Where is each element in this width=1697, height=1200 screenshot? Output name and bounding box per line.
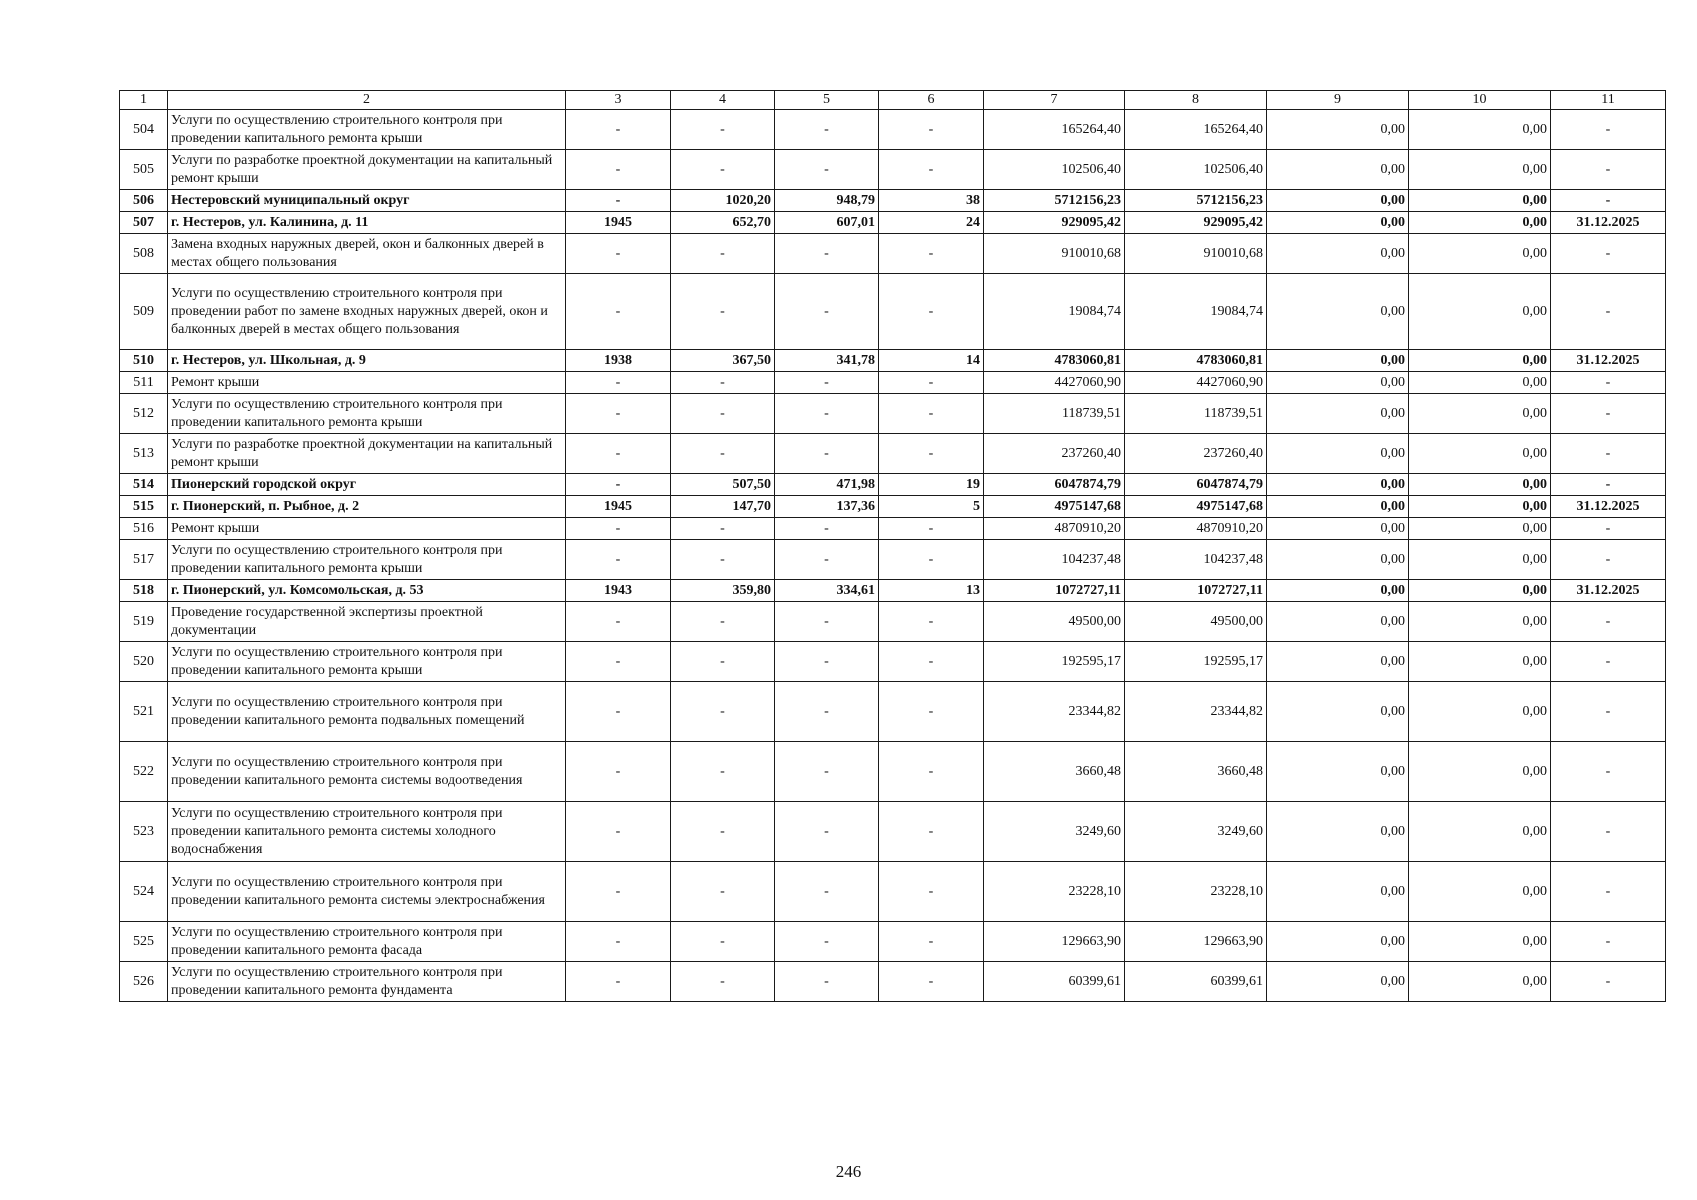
other-cost-cell: 0,00: [1409, 434, 1551, 474]
row-number-cell: 504: [120, 110, 168, 150]
column-number: 2: [168, 91, 566, 110]
fund-cost-cell: 192595,17: [1125, 642, 1267, 682]
budget-cost-cell: 0,00: [1267, 862, 1409, 922]
living-area-cell: -: [775, 962, 879, 1002]
fund-cost-cell: 237260,40: [1125, 434, 1267, 474]
fund-cost-cell: 4427060,90: [1125, 372, 1267, 394]
other-cost-cell: 0,00: [1409, 150, 1551, 190]
total-cost-cell: 910010,68: [984, 234, 1125, 274]
total-cost-cell: 192595,17: [984, 642, 1125, 682]
deadline-cell: 31.12.2025: [1551, 580, 1666, 602]
row-number-cell: 510: [120, 350, 168, 372]
row-number-cell: 521: [120, 682, 168, 742]
other-cost-cell: 0,00: [1409, 602, 1551, 642]
total-cost-cell: 1072727,11: [984, 580, 1125, 602]
fund-cost-cell: 4975147,68: [1125, 496, 1267, 518]
work-name-cell: Услуги по осуществлению строительного контроля при проведении капитального ремонта фасада: [168, 922, 566, 962]
total-area-cell: -: [671, 602, 775, 642]
other-cost-cell: 0,00: [1409, 190, 1551, 212]
year-cell: -: [566, 274, 671, 350]
living-area-cell: -: [775, 150, 879, 190]
work-name-cell: г. Пионерский, п. Рыбное, д. 2: [168, 496, 566, 518]
column-number: 6: [879, 91, 984, 110]
other-cost-cell: 0,00: [1409, 682, 1551, 742]
table-row: [120, 682, 1666, 742]
budget-cost-cell: 0,00: [1267, 496, 1409, 518]
living-area-cell: 334,61: [775, 580, 879, 602]
year-cell: -: [566, 682, 671, 742]
fund-cost-cell: 3249,60: [1125, 802, 1267, 862]
year-cell: -: [566, 110, 671, 150]
work-name-cell: Услуги по осуществлению строительного контроля при проведении капитального ремонта крыши: [168, 540, 566, 580]
registry-sheet: [119, 90, 1665, 1002]
column-number: 11: [1551, 91, 1666, 110]
budget-cost-cell: 0,00: [1267, 642, 1409, 682]
other-cost-cell: 0,00: [1409, 580, 1551, 602]
total-cost-cell: 4783060,81: [984, 350, 1125, 372]
table-row: [120, 742, 1666, 802]
total-area-cell: -: [671, 922, 775, 962]
deadline-cell: -: [1551, 110, 1666, 150]
living-area-cell: -: [775, 372, 879, 394]
table-row: [120, 150, 1666, 190]
deadline-cell: -: [1551, 922, 1666, 962]
living-area-cell: -: [775, 274, 879, 350]
table-row: [120, 862, 1666, 922]
table-row: [120, 190, 1666, 212]
row-number-cell: 505: [120, 150, 168, 190]
row-number-cell: 515: [120, 496, 168, 518]
total-area-cell: -: [671, 518, 775, 540]
total-area-cell: -: [671, 234, 775, 274]
living-area-cell: -: [775, 802, 879, 862]
fund-cost-cell: 49500,00: [1125, 602, 1267, 642]
registry-table: [119, 90, 1666, 1002]
year-cell: 1945: [566, 496, 671, 518]
budget-cost-cell: 0,00: [1267, 372, 1409, 394]
fund-cost-cell: 165264,40: [1125, 110, 1267, 150]
total-area-cell: -: [671, 802, 775, 862]
page-number: 246: [835, 1162, 862, 1181]
residents-cell: -: [879, 742, 984, 802]
budget-cost-cell: 0,00: [1267, 742, 1409, 802]
year-cell: -: [566, 394, 671, 434]
row-number-cell: 517: [120, 540, 168, 580]
budget-cost-cell: 0,00: [1267, 540, 1409, 580]
living-area-cell: -: [775, 434, 879, 474]
year-cell: -: [566, 642, 671, 682]
fund-cost-cell: 929095,42: [1125, 212, 1267, 234]
work-name-cell: г. Пионерский, ул. Комсомольская, д. 53: [168, 580, 566, 602]
living-area-cell: -: [775, 234, 879, 274]
table-row: [120, 642, 1666, 682]
deadline-cell: -: [1551, 190, 1666, 212]
residents-cell: -: [879, 234, 984, 274]
row-number-cell: 511: [120, 372, 168, 394]
total-cost-cell: 6047874,79: [984, 474, 1125, 496]
work-name-cell: Замена входных наружных дверей, окон и балконных дверей в местах общего пользования: [168, 234, 566, 274]
work-name-cell: Услуги по осуществлению строительного контроля при проведении капитального ремонта крыши: [168, 394, 566, 434]
deadline-cell: -: [1551, 394, 1666, 434]
table-body: [120, 91, 1666, 1002]
row-number-cell: 513: [120, 434, 168, 474]
row-number-cell: 519: [120, 602, 168, 642]
table-row: [120, 110, 1666, 150]
living-area-cell: -: [775, 742, 879, 802]
total-area-cell: -: [671, 742, 775, 802]
fund-cost-cell: 6047874,79: [1125, 474, 1267, 496]
year-cell: -: [566, 602, 671, 642]
year-cell: -: [566, 234, 671, 274]
deadline-cell: -: [1551, 540, 1666, 580]
residents-cell: -: [879, 372, 984, 394]
total-cost-cell: 49500,00: [984, 602, 1125, 642]
living-area-cell: -: [775, 602, 879, 642]
residents-cell: 24: [879, 212, 984, 234]
table-row: [120, 274, 1666, 350]
year-cell: -: [566, 434, 671, 474]
fund-cost-cell: 60399,61: [1125, 962, 1267, 1002]
fund-cost-cell: 910010,68: [1125, 234, 1267, 274]
total-area-cell: -: [671, 682, 775, 742]
column-number: 7: [984, 91, 1125, 110]
table-row: [120, 802, 1666, 862]
deadline-cell: -: [1551, 274, 1666, 350]
fund-cost-cell: 3660,48: [1125, 742, 1267, 802]
fund-cost-cell: 118739,51: [1125, 394, 1267, 434]
total-area-cell: 147,70: [671, 496, 775, 518]
table-row: [120, 212, 1666, 234]
living-area-cell: -: [775, 518, 879, 540]
residents-cell: 38: [879, 190, 984, 212]
total-area-cell: 359,80: [671, 580, 775, 602]
total-cost-cell: 165264,40: [984, 110, 1125, 150]
table-row: [120, 350, 1666, 372]
total-area-cell: 507,50: [671, 474, 775, 496]
deadline-cell: -: [1551, 602, 1666, 642]
fund-cost-cell: 23344,82: [1125, 682, 1267, 742]
other-cost-cell: 0,00: [1409, 862, 1551, 922]
budget-cost-cell: 0,00: [1267, 962, 1409, 1002]
row-number-cell: 524: [120, 862, 168, 922]
work-name-cell: Услуги по осуществлению строительного контроля при проведении капитального ремонта системы водоотведения: [168, 742, 566, 802]
year-cell: 1943: [566, 580, 671, 602]
residents-cell: -: [879, 518, 984, 540]
other-cost-cell: 0,00: [1409, 802, 1551, 862]
deadline-cell: 31.12.2025: [1551, 496, 1666, 518]
year-cell: -: [566, 540, 671, 580]
work-name-cell: Услуги по разработке проектной документации на капитальный ремонт крыши: [168, 150, 566, 190]
total-cost-cell: 4975147,68: [984, 496, 1125, 518]
fund-cost-cell: 23228,10: [1125, 862, 1267, 922]
deadline-cell: -: [1551, 802, 1666, 862]
budget-cost-cell: 0,00: [1267, 602, 1409, 642]
residents-cell: -: [879, 540, 984, 580]
deadline-cell: -: [1551, 150, 1666, 190]
column-number: 3: [566, 91, 671, 110]
deadline-cell: -: [1551, 862, 1666, 922]
residents-cell: -: [879, 862, 984, 922]
total-area-cell: 1020,20: [671, 190, 775, 212]
total-cost-cell: 3660,48: [984, 742, 1125, 802]
other-cost-cell: 0,00: [1409, 962, 1551, 1002]
living-area-cell: -: [775, 394, 879, 434]
other-cost-cell: 0,00: [1409, 642, 1551, 682]
living-area-cell: 137,36: [775, 496, 879, 518]
column-number: 4: [671, 91, 775, 110]
total-area-cell: 367,50: [671, 350, 775, 372]
total-cost-cell: 23344,82: [984, 682, 1125, 742]
work-name-cell: Ремонт крыши: [168, 372, 566, 394]
residents-cell: -: [879, 110, 984, 150]
other-cost-cell: 0,00: [1409, 212, 1551, 234]
total-cost-cell: 102506,40: [984, 150, 1125, 190]
living-area-cell: -: [775, 540, 879, 580]
total-cost-cell: 5712156,23: [984, 190, 1125, 212]
deadline-cell: -: [1551, 682, 1666, 742]
living-area-cell: -: [775, 682, 879, 742]
budget-cost-cell: 0,00: [1267, 922, 1409, 962]
row-number-cell: 512: [120, 394, 168, 434]
total-area-cell: -: [671, 434, 775, 474]
fund-cost-cell: 129663,90: [1125, 922, 1267, 962]
row-number-cell: 507: [120, 212, 168, 234]
budget-cost-cell: 0,00: [1267, 518, 1409, 540]
work-name-cell: г. Нестеров, ул. Школьная, д. 9: [168, 350, 566, 372]
budget-cost-cell: 0,00: [1267, 234, 1409, 274]
table-row: [120, 540, 1666, 580]
budget-cost-cell: 0,00: [1267, 190, 1409, 212]
budget-cost-cell: 0,00: [1267, 350, 1409, 372]
table-row: [120, 518, 1666, 540]
work-name-cell: Услуги по осуществлению строительного контроля при проведении капитального ремонта подвальных помещений: [168, 682, 566, 742]
year-cell: -: [566, 742, 671, 802]
total-cost-cell: 129663,90: [984, 922, 1125, 962]
year-cell: 1938: [566, 350, 671, 372]
total-area-cell: -: [671, 642, 775, 682]
year-cell: -: [566, 190, 671, 212]
residents-cell: 13: [879, 580, 984, 602]
table-row: [120, 474, 1666, 496]
total-cost-cell: 23228,10: [984, 862, 1125, 922]
year-cell: -: [566, 474, 671, 496]
residents-cell: 19: [879, 474, 984, 496]
fund-cost-cell: 104237,48: [1125, 540, 1267, 580]
budget-cost-cell: 0,00: [1267, 110, 1409, 150]
total-area-cell: -: [671, 394, 775, 434]
row-number-cell: 526: [120, 962, 168, 1002]
work-name-cell: Услуги по осуществлению строительного контроля при проведении капитального ремонта системы холодного водоснабжения: [168, 802, 566, 862]
work-name-cell: Услуги по осуществлению строительного контроля при проведении капитального ремонта крыши: [168, 642, 566, 682]
other-cost-cell: 0,00: [1409, 274, 1551, 350]
table-row: [120, 496, 1666, 518]
budget-cost-cell: 0,00: [1267, 212, 1409, 234]
year-cell: -: [566, 962, 671, 1002]
deadline-cell: -: [1551, 642, 1666, 682]
residents-cell: 5: [879, 496, 984, 518]
deadline-cell: -: [1551, 474, 1666, 496]
table-row: [120, 962, 1666, 1002]
residents-cell: -: [879, 434, 984, 474]
column-number: 10: [1409, 91, 1551, 110]
residents-cell: -: [879, 802, 984, 862]
row-number-cell: 520: [120, 642, 168, 682]
year-cell: -: [566, 150, 671, 190]
total-cost-cell: 104237,48: [984, 540, 1125, 580]
total-area-cell: -: [671, 962, 775, 1002]
table-row: [120, 372, 1666, 394]
budget-cost-cell: 0,00: [1267, 474, 1409, 496]
residents-cell: -: [879, 962, 984, 1002]
total-area-cell: -: [671, 372, 775, 394]
work-name-cell: Услуги по осуществлению строительного контроля при проведении капитального ремонта системы электроснабжения: [168, 862, 566, 922]
work-name-cell: Пионерский городской округ: [168, 474, 566, 496]
total-cost-cell: 929095,42: [984, 212, 1125, 234]
table-row: [120, 234, 1666, 274]
other-cost-cell: 0,00: [1409, 350, 1551, 372]
row-number-cell: 506: [120, 190, 168, 212]
total-cost-cell: 3249,60: [984, 802, 1125, 862]
other-cost-cell: 0,00: [1409, 540, 1551, 580]
deadline-cell: -: [1551, 518, 1666, 540]
total-cost-cell: 60399,61: [984, 962, 1125, 1002]
budget-cost-cell: 0,00: [1267, 394, 1409, 434]
residents-cell: -: [879, 394, 984, 434]
column-number: 1: [120, 91, 168, 110]
other-cost-cell: 0,00: [1409, 110, 1551, 150]
column-number: 9: [1267, 91, 1409, 110]
other-cost-cell: 0,00: [1409, 518, 1551, 540]
fund-cost-cell: 5712156,23: [1125, 190, 1267, 212]
table-row: [120, 580, 1666, 602]
other-cost-cell: 0,00: [1409, 234, 1551, 274]
table-row: [120, 922, 1666, 962]
row-number-cell: 525: [120, 922, 168, 962]
other-cost-cell: 0,00: [1409, 742, 1551, 802]
budget-cost-cell: 0,00: [1267, 682, 1409, 742]
fund-cost-cell: 19084,74: [1125, 274, 1267, 350]
row-number-cell: 523: [120, 802, 168, 862]
residents-cell: -: [879, 922, 984, 962]
table-row: [120, 602, 1666, 642]
total-cost-cell: 237260,40: [984, 434, 1125, 474]
total-area-cell: -: [671, 540, 775, 580]
living-area-cell: 607,01: [775, 212, 879, 234]
living-area-cell: -: [775, 642, 879, 682]
work-name-cell: Услуги по разработке проектной документации на капитальный ремонт крыши: [168, 434, 566, 474]
column-number-row: [120, 91, 1666, 110]
row-number-cell: 516: [120, 518, 168, 540]
fund-cost-cell: 102506,40: [1125, 150, 1267, 190]
work-name-cell: Нестеровский муниципальный округ: [168, 190, 566, 212]
total-area-cell: -: [671, 862, 775, 922]
work-name-cell: Услуги по осуществлению строительного контроля при проведении капитального ремонта фундамента: [168, 962, 566, 1002]
residents-cell: -: [879, 150, 984, 190]
work-name-cell: Услуги по осуществлению строительного контроля при проведении капитального ремонта крыши: [168, 110, 566, 150]
column-number: 5: [775, 91, 879, 110]
table-row: [120, 394, 1666, 434]
work-name-cell: Услуги по осуществлению строительного контроля при проведении работ по замене входных наружных дверей, окон и балконных дверей в местах общего пользования: [168, 274, 566, 350]
total-cost-cell: 4870910,20: [984, 518, 1125, 540]
row-number-cell: 522: [120, 742, 168, 802]
fund-cost-cell: 4870910,20: [1125, 518, 1267, 540]
residents-cell: 14: [879, 350, 984, 372]
total-area-cell: 652,70: [671, 212, 775, 234]
living-area-cell: 471,98: [775, 474, 879, 496]
living-area-cell: -: [775, 862, 879, 922]
fund-cost-cell: 1072727,11: [1125, 580, 1267, 602]
other-cost-cell: 0,00: [1409, 474, 1551, 496]
year-cell: -: [566, 862, 671, 922]
residents-cell: -: [879, 602, 984, 642]
deadline-cell: -: [1551, 434, 1666, 474]
living-area-cell: -: [775, 110, 879, 150]
budget-cost-cell: 0,00: [1267, 150, 1409, 190]
year-cell: -: [566, 518, 671, 540]
deadline-cell: 31.12.2025: [1551, 350, 1666, 372]
deadline-cell: -: [1551, 742, 1666, 802]
year-cell: -: [566, 802, 671, 862]
work-name-cell: г. Нестеров, ул. Калинина, д. 11: [168, 212, 566, 234]
other-cost-cell: 0,00: [1409, 922, 1551, 962]
living-area-cell: 341,78: [775, 350, 879, 372]
deadline-cell: -: [1551, 234, 1666, 274]
row-number-cell: 514: [120, 474, 168, 496]
fund-cost-cell: 4783060,81: [1125, 350, 1267, 372]
row-number-cell: 518: [120, 580, 168, 602]
table-row: [120, 434, 1666, 474]
budget-cost-cell: 0,00: [1267, 274, 1409, 350]
other-cost-cell: 0,00: [1409, 394, 1551, 434]
living-area-cell: 948,79: [775, 190, 879, 212]
deadline-cell: 31.12.2025: [1551, 212, 1666, 234]
other-cost-cell: 0,00: [1409, 496, 1551, 518]
column-number: 8: [1125, 91, 1267, 110]
total-cost-cell: 4427060,90: [984, 372, 1125, 394]
total-cost-cell: 19084,74: [984, 274, 1125, 350]
year-cell: -: [566, 372, 671, 394]
work-name-cell: Ремонт крыши: [168, 518, 566, 540]
total-cost-cell: 118739,51: [984, 394, 1125, 434]
year-cell: 1945: [566, 212, 671, 234]
row-number-cell: 509: [120, 274, 168, 350]
year-cell: -: [566, 922, 671, 962]
living-area-cell: -: [775, 922, 879, 962]
budget-cost-cell: 0,00: [1267, 802, 1409, 862]
deadline-cell: -: [1551, 372, 1666, 394]
deadline-cell: -: [1551, 962, 1666, 1002]
total-area-cell: -: [671, 110, 775, 150]
row-number-cell: 508: [120, 234, 168, 274]
budget-cost-cell: 0,00: [1267, 580, 1409, 602]
budget-cost-cell: 0,00: [1267, 434, 1409, 474]
residents-cell: -: [879, 642, 984, 682]
other-cost-cell: 0,00: [1409, 372, 1551, 394]
total-area-cell: -: [671, 274, 775, 350]
total-area-cell: -: [671, 150, 775, 190]
residents-cell: -: [879, 274, 984, 350]
residents-cell: -: [879, 682, 984, 742]
work-name-cell: Проведение государственной экспертизы проектной документации: [168, 602, 566, 642]
